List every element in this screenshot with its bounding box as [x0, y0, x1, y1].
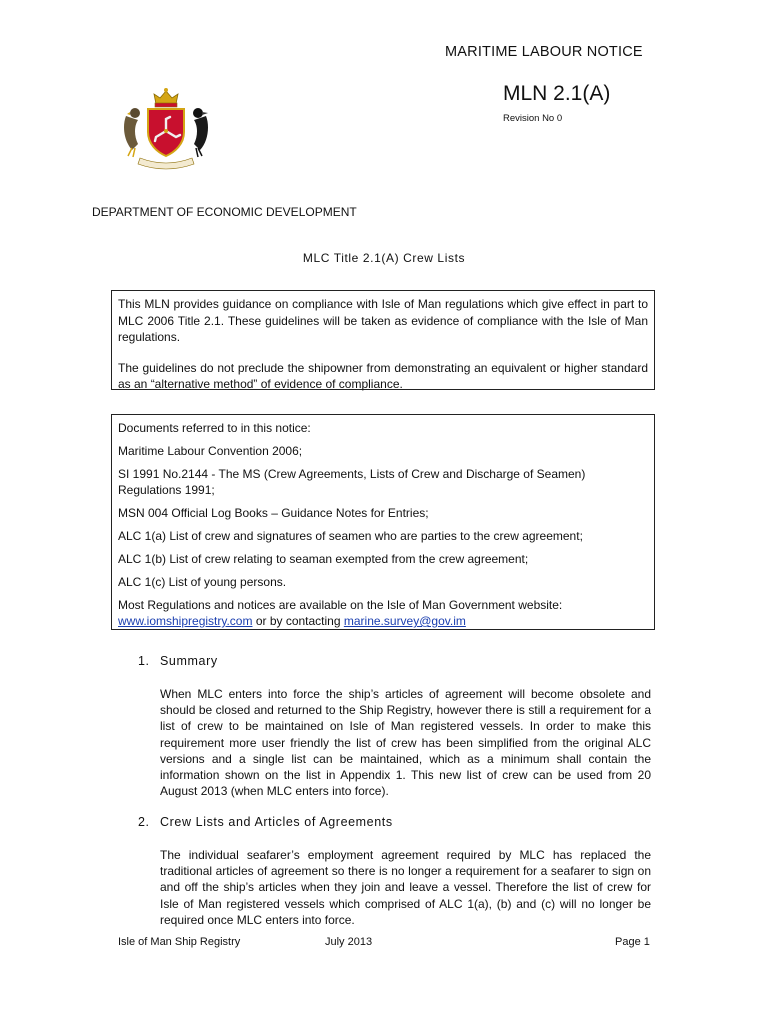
- email-link[interactable]: marine.survey@gov.im: [343, 614, 466, 628]
- section-body-summary: When MLC enters into force the ship’s articles of agreement will become obsolete and should be closed and returned to the Ship Registry, however there is still a requirement for a list of crew to be maintained on Isle of Man registered vessels. In order to make this requirement more user friendly the list of crew has been simplified from the original ALC versions and a single list can be maintained, which as a minimum shall contain the information shown on the list in Appendix 1. This new list of crew can be used from 20 August 2013 (when MLC enters into force).: [160, 687, 651, 799]
- intro-box: [111, 290, 655, 390]
- section-body-crew-lists: The individual seafarer’s employment agreement required by MLC has replaced the traditional articles of agreement so there is no longer a requirement for a seafarer to sign on and off the ship’s articles when they join and leave a vessel. Therefore the list of crew for Isle of Man registered vessels which comprised of ALC 1(a), (b) and (c) will no longer be required once MLC enters into force.: [160, 848, 651, 927]
- section-heading-crew-lists: [138, 815, 393, 829]
- document-item: MSN 004 Official Log Books – Guidance Notes for Entries;: [118, 506, 429, 520]
- motto-banner: [138, 158, 194, 169]
- connector-text: or by contacting: [252, 614, 344, 628]
- notice-type: MARITIME LABOUR NOTICE: [445, 44, 643, 60]
- document-item: ALC 1(b) List of crew relating to seaman exempted from the crew agreement;: [118, 552, 529, 566]
- falcon-icon: [124, 108, 140, 157]
- department-name: DEPARTMENT OF ECONOMIC DEVELOPMENT: [92, 205, 357, 219]
- section-title: Crew Lists and Articles of Agreements: [160, 815, 393, 829]
- documents-heading: Documents referred to in this notice:: [118, 421, 311, 435]
- section-heading-summary: [138, 654, 218, 668]
- footer-date: July 2013: [325, 936, 373, 948]
- document-item: Maritime Labour Convention 2006;: [118, 444, 303, 458]
- isle-of-man-crest-logo: [118, 86, 214, 172]
- section-title: Summary: [160, 654, 218, 668]
- documents-referred-box: [111, 414, 655, 630]
- shield-icon: [148, 109, 184, 156]
- regulations-note: [118, 597, 648, 629]
- crown-icon: [154, 88, 178, 107]
- page-number: Page 1: [615, 936, 650, 948]
- footer-registry: Isle of Man Ship Registry: [118, 936, 241, 948]
- section-number: 1.: [138, 654, 150, 668]
- document-item: ALC 1(a) List of crew and signatures of seamen who are parties to the crew agreement;: [118, 529, 583, 543]
- document-item: SI 1991 No.2144 - The MS (Crew Agreements, Lists of Crew and Discharge of Seamen) Regulations 1991;: [118, 467, 586, 497]
- intro-paragraph: This MLN provides guidance on compliance with Isle of Man regulations which give effect in part to MLC 2006 Title 2.1. These guidelines will be taken as evidence of compliance with the Isle of Man regulations.: [118, 297, 648, 345]
- section-number: 2.: [138, 815, 150, 829]
- intro-paragraph: The guidelines do not preclude the shipowner from demonstrating an equivalent or higher standard as an “alternative method” of evidence of compliance.: [118, 360, 648, 392]
- raven-icon: [193, 108, 208, 157]
- notice-subject: MLC Title 2.1(A) Crew Lists: [302, 251, 466, 265]
- document-item: ALC 1(c) List of young persons.: [118, 575, 287, 589]
- mln-number: MLN 2.1(A): [503, 82, 611, 105]
- revision-number: Revision No 0: [503, 113, 563, 124]
- website-link[interactable]: www.iomshipregistry.com: [118, 614, 253, 628]
- regulations-text: Most Regulations and notices are available on the Isle of Man Government website:: [118, 598, 563, 612]
